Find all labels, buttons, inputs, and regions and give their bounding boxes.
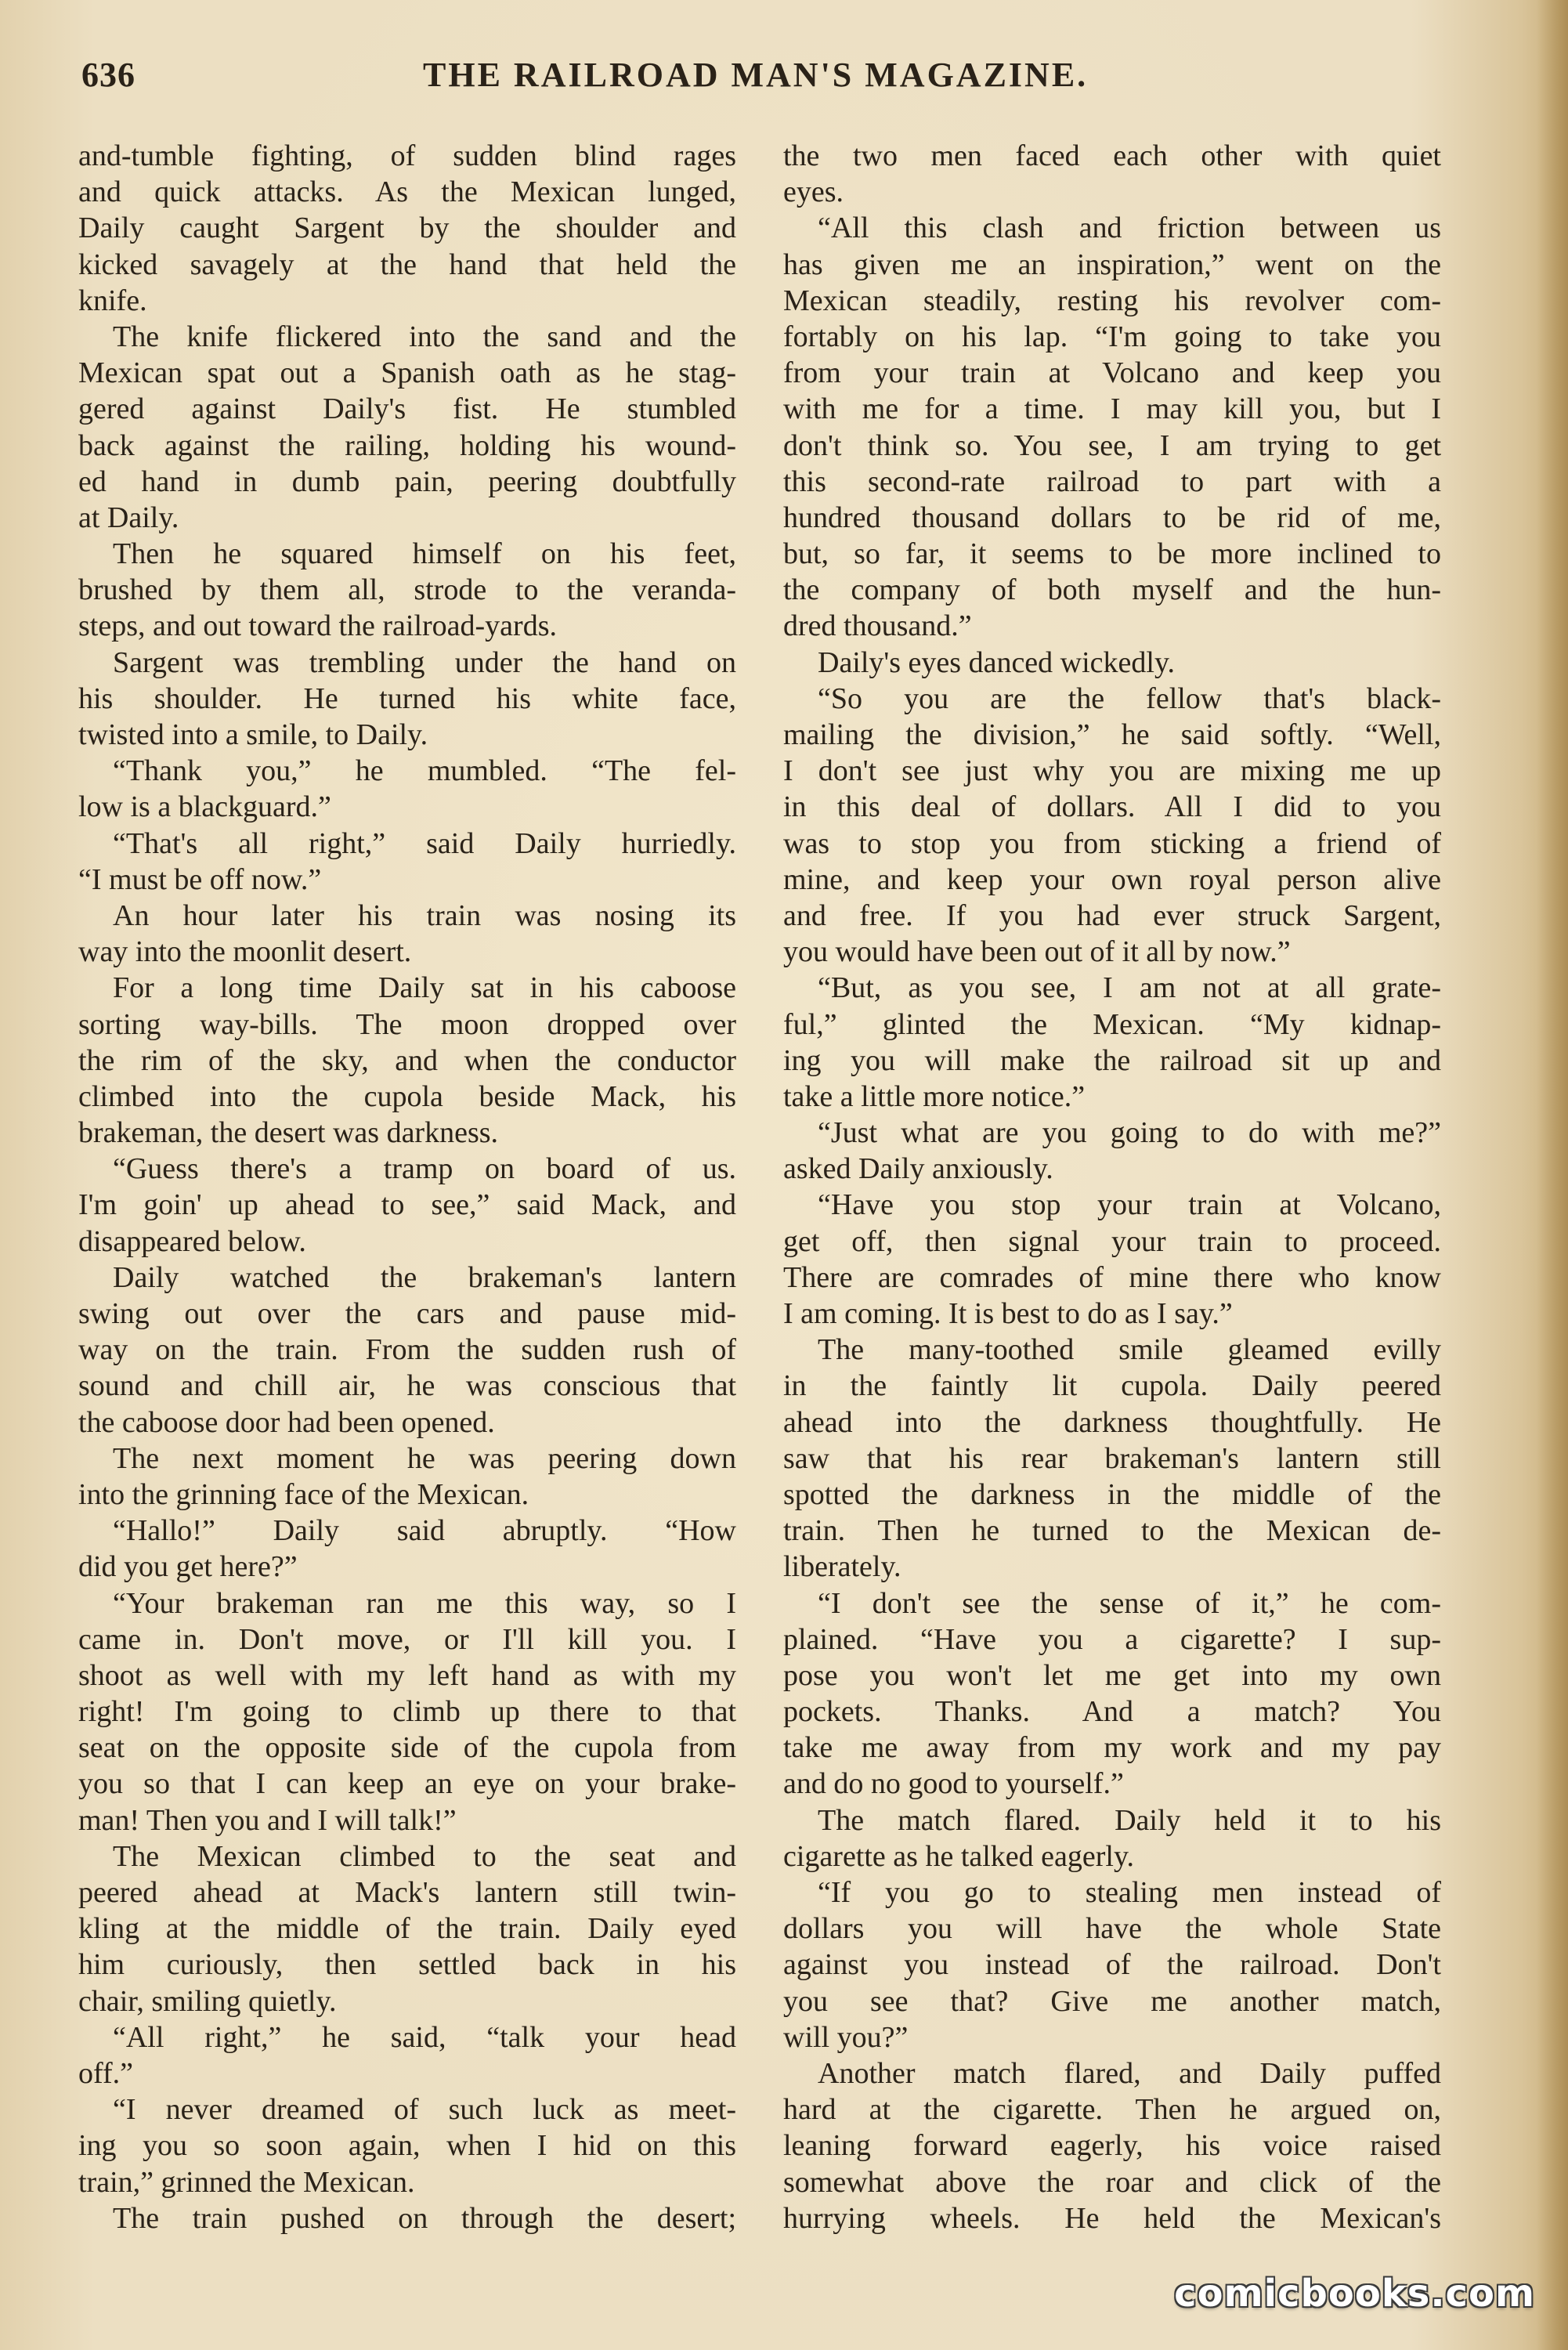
text-line: way on the train. From the sudden rush of <box>78 1333 736 1367</box>
text-line: eyes. <box>783 175 844 209</box>
text-line: steps, and out toward the railroad-yards. <box>78 609 557 643</box>
text-line: “Thank you,” he mumbled. “The fel- <box>113 754 736 788</box>
text-line: liberately. <box>783 1550 901 1584</box>
text-line: asked Daily anxiously. <box>783 1152 1053 1186</box>
text-line: swing out over the cars and pause mid- <box>78 1297 736 1330</box>
text-line: “If you go to stealing men instead of <box>818 1876 1441 1909</box>
text-line: spotted the darkness in the middle of the <box>783 1477 1441 1511</box>
text-line: The match flared. Daily held it to his <box>818 1803 1441 1837</box>
text-line: pockets. Thanks. And a match? You <box>783 1695 1441 1729</box>
text-line: did you get here?” <box>78 1550 298 1584</box>
text-line: climbed into the cupola beside Mack, his <box>78 1079 736 1113</box>
text-line: ed hand in dumb pain, peering doubtfully <box>78 465 736 498</box>
text-line: gered against Daily's fist. He stumbled <box>78 392 736 426</box>
text-line: “But, as you see, I am not at all grate- <box>818 971 1441 1005</box>
text-line: The many-toothed smile gleamed evilly <box>818 1333 1441 1367</box>
text-line: hurrying wheels. He held the Mexican's <box>783 2201 1441 2235</box>
text-line: leaning forward eagerly, his voice raised <box>783 2129 1441 2163</box>
text-line: Another match flared, and Daily puffed <box>818 2056 1441 2090</box>
text-line: get off, then signal your train to proceed. <box>783 1224 1441 1258</box>
text-line: in this deal of dollars. All I did to you <box>783 790 1441 824</box>
page-edge-shading <box>1537 0 1568 2350</box>
text-line: from your train at Volcano and keep you <box>783 356 1441 390</box>
text-line: train. Then he turned to the Mexican de- <box>783 1514 1441 1548</box>
right-text-column <box>783 138 1441 2236</box>
text-line: “Guess there's a tramp on board of us. <box>113 1152 736 1186</box>
text-line: the two men faced each other with quiet <box>783 139 1441 172</box>
text-line: “Hallo!” Daily said abruptly. “How <box>113 1514 736 1548</box>
text-line: “That's all right,” said Daily hurriedly. <box>113 826 736 860</box>
text-line: kicked savagely at the hand that held the <box>78 248 736 281</box>
text-line: back against the railing, holding his wound- <box>78 428 736 462</box>
text-line: at Daily. <box>78 501 179 534</box>
text-line: For a long time Daily sat in his caboose <box>113 971 736 1005</box>
text-line: Then he squared himself on his feet, <box>113 537 736 571</box>
text-line: against you instead of the railroad. Don't <box>783 1948 1441 1982</box>
text-line: The train pushed on through the desert; <box>113 2201 736 2235</box>
text-line: Daily watched the brakeman's lantern <box>113 1260 736 1294</box>
text-line: and free. If you had ever struck Sargent, <box>783 898 1441 932</box>
text-line: I am coming. It is best to do as I say.” <box>783 1297 1233 1330</box>
text-line: “Your brakeman ran me this way, so I <box>113 1586 736 1620</box>
text-line: chair, smiling quietly. <box>78 1984 337 2018</box>
text-line: ing you will make the railroad sit up and <box>783 1043 1441 1077</box>
left-text-column <box>78 138 736 2236</box>
text-line: this second-rate railroad to part with a <box>783 465 1441 498</box>
text-line: “Just what are you going to do with me?” <box>818 1116 1441 1150</box>
text-line: man! Then you and I will talk!” <box>78 1803 457 1837</box>
text-line: ahead into the darkness thoughtfully. He <box>783 1405 1441 1439</box>
text-line: “All this clash and friction between us <box>818 212 1441 245</box>
text-line: was to stop you from sticking a friend of <box>783 826 1441 860</box>
text-line: pose you won't let me get into my own <box>783 1658 1441 1692</box>
text-line: somewhat above the roar and click of the <box>783 2165 1441 2199</box>
page-number: 636 <box>81 56 135 94</box>
text-line: into the grinning face of the Mexican. <box>78 1477 529 1511</box>
text-line: “I must be off now.” <box>78 862 322 896</box>
text-line: and do no good to yourself.” <box>783 1767 1124 1801</box>
text-line: seat on the opposite side of the cupola from <box>78 1731 736 1765</box>
text-line: Mexican spat out a Spanish oath as he stag- <box>78 356 736 390</box>
text-line: cigarette as he talked eagerly. <box>783 1839 1135 1873</box>
text-line: brakeman, the desert was darkness. <box>78 1116 499 1150</box>
text-line: peered ahead at Mack's lantern still twin- <box>78 1876 736 1909</box>
text-line: The Mexican climbed to the seat and <box>113 1839 736 1873</box>
text-line: “I never dreamed of such luck as meet- <box>113 2093 736 2127</box>
text-line: train,” grinned the Mexican. <box>78 2165 415 2199</box>
text-line: knife. <box>78 284 147 317</box>
watermark-logo: comicbooks.com <box>1174 2272 1535 2316</box>
text-line: The next moment he was peering down <box>113 1441 736 1475</box>
text-line: mine, and keep your own royal person alive <box>783 862 1441 896</box>
text-line: in the faintly lit cupola. Daily peered <box>783 1369 1441 1403</box>
text-line: don't think so. You see, I am trying to get <box>783 428 1441 462</box>
text-line: kling at the middle of the train. Daily eyed <box>78 1912 736 1946</box>
text-line: the caboose door had been opened. <box>78 1405 495 1439</box>
text-line: There are comrades of mine there who know <box>783 1260 1441 1294</box>
text-line: “All right,” he said, “talk your head <box>113 2020 736 2054</box>
text-line: the company of both myself and the hun- <box>783 573 1441 607</box>
text-line: I don't see just why you are mixing me up <box>783 754 1441 788</box>
text-line: The knife flickered into the sand and the <box>113 320 736 353</box>
text-line: sorting way-bills. The moon dropped over <box>78 1007 736 1041</box>
text-line: you see that? Give me another match, <box>783 1984 1441 2018</box>
text-line: plained. “Have you a cigarette? I sup- <box>783 1622 1441 1656</box>
text-line: Daily caught Sargent by the shoulder and <box>78 212 736 245</box>
text-line: with me for a time. I may kill you, but I <box>783 392 1441 426</box>
text-line: disappeared below. <box>78 1224 306 1258</box>
text-line: came in. Don't move, or I'll kill you. I <box>78 1622 736 1656</box>
text-line: fortably on his lap. “I'm going to take you <box>783 320 1441 353</box>
text-line: but, so far, it seems to be more inclined to <box>783 537 1441 571</box>
text-line: his shoulder. He turned his white face, <box>78 682 736 715</box>
text-line: “I don't see the sense of it,” he com- <box>818 1586 1441 1620</box>
text-line: dred thousand.” <box>783 609 972 643</box>
page-header <box>0 55 1568 102</box>
text-line: hard at the cigarette. Then he argued on, <box>783 2093 1441 2127</box>
text-line: low is a blackguard.” <box>78 790 331 824</box>
text-line: mailing the division,” he said softly. “Well, <box>783 718 1441 751</box>
text-line: ing you so soon again, when I hid on this <box>78 2129 736 2163</box>
text-line: Mexican steadily, resting his revolver com- <box>783 284 1441 317</box>
text-line: way into the moonlit desert. <box>78 935 412 969</box>
text-line: take me away from my work and my pay <box>783 1731 1441 1765</box>
text-line: I'm goin' up ahead to see,” said Mack, and <box>78 1188 736 1222</box>
text-line: saw that his rear brakeman's lantern still <box>783 1441 1441 1475</box>
text-line: “Have you stop your train at Volcano, <box>818 1188 1441 1222</box>
text-line: take a little more notice.” <box>783 1079 1086 1113</box>
text-line: Daily's eyes danced wickedly. <box>818 645 1175 679</box>
text-line: twisted into a smile, to Daily. <box>78 718 428 751</box>
text-line: brushed by them all, strode to the veranda- <box>78 573 736 607</box>
text-line: dollars you will have the whole State <box>783 1912 1441 1946</box>
text-line: ful,” glinted the Mexican. “My kidnap- <box>783 1007 1441 1041</box>
text-line: right! I'm going to climb up there to that <box>78 1695 736 1729</box>
text-line: Sargent was trembling under the hand on <box>113 645 736 679</box>
text-line: and quick attacks. As the Mexican lunged, <box>78 175 736 209</box>
text-line: will you?” <box>783 2020 909 2054</box>
text-line: shoot as well with my left hand as with my <box>78 1658 736 1692</box>
text-line: “So you are the fellow that's black- <box>818 682 1441 715</box>
text-line: has given me an inspiration,” went on the <box>783 248 1441 281</box>
text-line: sound and chill air, he was conscious that <box>78 1369 736 1403</box>
text-line: you so that I can keep an eye on your brake- <box>78 1767 736 1801</box>
text-line: An hour later his train was nosing its <box>113 898 736 932</box>
text-line: him curiously, then settled back in his <box>78 1948 736 1982</box>
text-line: you would have been out of it all by now.” <box>783 935 1291 969</box>
text-line: off.” <box>78 2056 133 2090</box>
text-line: and-tumble fighting, of sudden blind rages <box>78 139 736 172</box>
text-line: hundred thousand dollars to be rid of me, <box>783 501 1441 534</box>
text-line: the rim of the sky, and when the conductor <box>78 1043 736 1077</box>
running-title: THE RAILROAD MAN'S MAGAZINE. <box>423 56 1089 94</box>
